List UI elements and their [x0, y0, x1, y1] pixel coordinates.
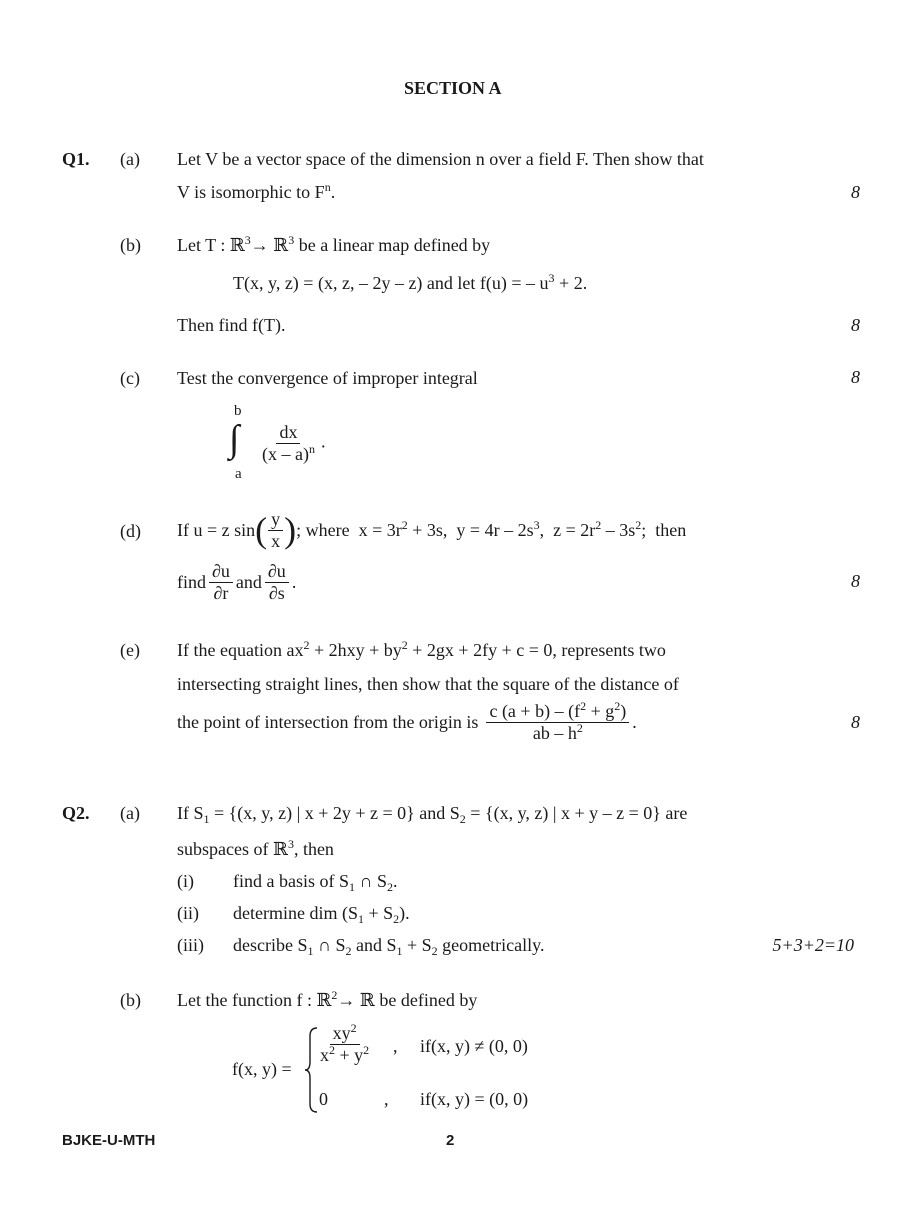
q2a-item-3: describe $S_1$ ∩ $S_2$ and $S_1 + S_2$ geometrically. [233, 935, 545, 958]
q1a-marks: 8 [851, 182, 860, 202]
section-title: SECTION A [404, 78, 502, 98]
piecewise-case1-comma: , [393, 1036, 398, 1056]
q1e-line1: If the equation $ax^2 + 2hxy + by^2 + 2gx + 2fy + c = 0$, represents two [177, 638, 666, 660]
q2b-label: (b) [120, 990, 141, 1010]
q2a-item-3-num: (iii) [177, 935, 204, 955]
q1e-line3: the point of intersection from the origin is $\frac{c (a + b) - (f^2 + g^2)}{ab - h^2}$ . [177, 698, 637, 743]
integral-upper-limit: b [234, 403, 242, 419]
q2a-item-2: determine dim $(S_1 + S_2)$. [233, 903, 410, 926]
q1b-marks: 8 [851, 315, 860, 335]
footer-paper-code: BJKE-U-MTH [62, 1132, 156, 1149]
q1c-line1: Test the convergence of improper integral [177, 368, 478, 388]
q1d-label: (d) [120, 521, 141, 541]
q1d-line2: find $\frac{\partial u}{\partial r}$ and $\frac{\partial u}{\partial s}$ . [177, 560, 297, 603]
q1c-label: (c) [120, 368, 140, 388]
q1a-label: (a) [120, 149, 140, 169]
piecewise-case1-condition: if(x, y) ≠ (0, 0) [420, 1036, 528, 1056]
q1e-label: (e) [120, 640, 140, 660]
q1b-line1: Let T : ℝ$^3$→ ℝ$^3$ be a linear map defined by [177, 233, 491, 255]
q2a-item-1: find a basis of $S_1$ ∩ $S_2$. [233, 871, 398, 894]
q2a-line2: subspaces of ℝ$^3$, then [177, 837, 334, 859]
q2a-item-2-num: (ii) [177, 903, 199, 923]
piecewise-case2-condition: if(x, y) = (0, 0) [420, 1089, 529, 1109]
q1a-line1: Let V be a vector space of the dimension n over a field F. Then show that [177, 149, 704, 169]
q2a-item-1-num: (i) [177, 871, 194, 891]
q1c-marks: 8 [851, 367, 860, 387]
q2a-marks: 5+3+2=10 [772, 935, 854, 955]
q2a-line1: If $S_1 = \{(x$, y, z) | x + 2y + z = 0} and $S_2 = \{(x$, y, z) | x + y – z = 0} are [177, 803, 688, 826]
q1a-line2: V is isomorphic to $F^n$. [177, 180, 336, 202]
q1b-line3: Then find f(T). [177, 315, 286, 335]
piecewise-case2-value: 0 [319, 1089, 328, 1109]
footer-page-number: 2 [446, 1132, 455, 1149]
q1e-line2: intersecting straight lines, then show that the square of the distance of [177, 674, 679, 694]
q2a-label: (a) [120, 803, 140, 823]
piecewise-case1-value: $\frac{xy^2}{x^2 + y^2}$ [320, 1021, 370, 1065]
q1-label: Q1. [62, 149, 90, 169]
piecewise-case2-comma: , [384, 1089, 389, 1109]
integral-integrand: $\frac{dx}{(x - a)^n}$ . [262, 422, 326, 464]
piecewise-lhs: f(x, y) = [232, 1059, 292, 1079]
q1e-marks: 8 [851, 712, 860, 732]
q1d-line1: If u = z sin ( $\frac{y}{x}$ ) ; where $x = 3r^2 + 3s$, $y = 4r - 2s^3$, $z = 2r^2 - 3s^2$; then [177, 508, 687, 551]
q1b-equation: T(x, y, z) = (x, z, – 2y – z) and let f(u) = – $u^3 + 2$. [233, 271, 588, 293]
q1b-label: (b) [120, 235, 141, 255]
q1d-marks: 8 [851, 571, 860, 591]
q2b-line1: Let the function f : ℝ$^2$→ ℝ be defined by [177, 988, 478, 1010]
integral-lower-limit: a [235, 466, 242, 482]
integral-sign: ∫ [229, 418, 240, 460]
q2-label: Q2. [62, 803, 90, 823]
